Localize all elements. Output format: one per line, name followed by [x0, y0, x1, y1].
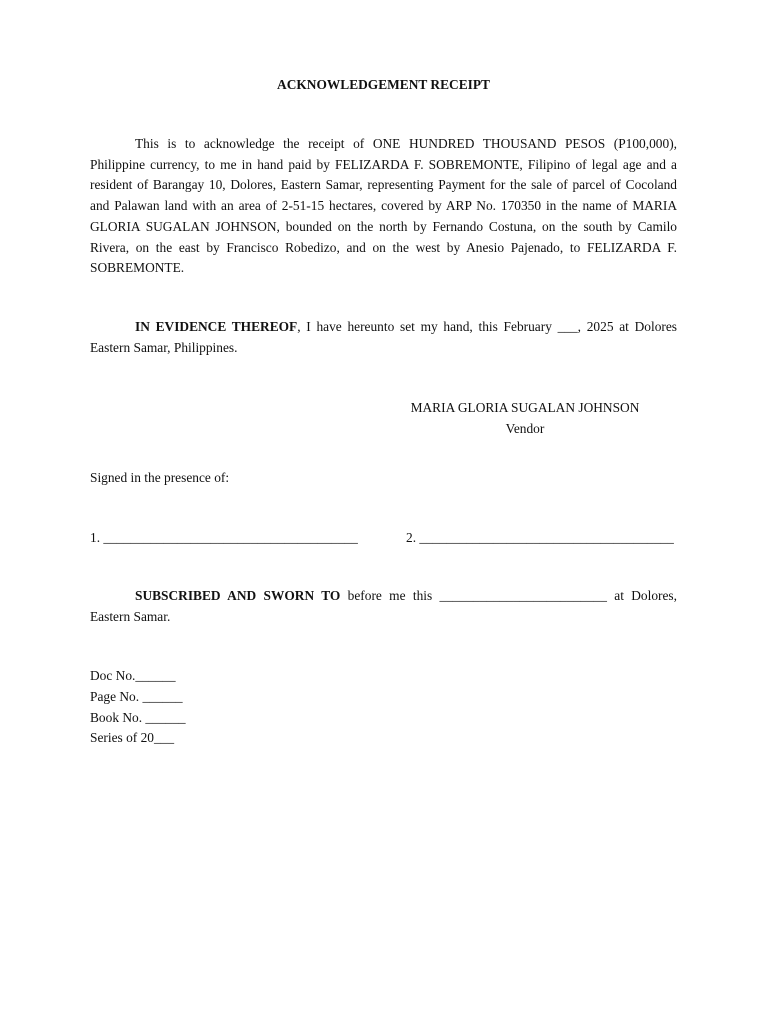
sworn-text: before me this _________________________ at Dolores, Eastern Samar. — [90, 588, 677, 624]
receipt-paragraph-text: This is to acknowledge the receipt of ONE HUNDRED THOUSAND PESOS (P100,000), Philippine currency, to me in hand paid by FELIZARDA F. SOBREMONTE, Filipino of legal age and a resident of Barangay 10, Dolores, Eastern Samar, representing Payment for the sale of parcel of Cocoland and Palawan land with an area of 2-51-15 hectares, covered by ARP No. 170350 in the name of MARIA GLORIA SUGALAN JOHNSON, bounded on the north by Fernando Costuna, on the south by Camilo Rivera, on the east by Francisco Robedizo, and on the west by Anesio Pajenado, to FELIZARDA F. SOBREMONTE. — [90, 136, 677, 276]
book-number: Book No. ______ — [90, 709, 186, 725]
signatory-role: Vendor — [505, 421, 545, 436]
series-year: Series of 20___ — [90, 730, 175, 746]
notarial-registry — [90, 666, 186, 749]
presence-label: Signed in the presence of: — [90, 470, 230, 485]
signatory-block — [406, 397, 644, 439]
doc-number: Doc No.______ — [90, 668, 176, 683]
witness-line-2: 2. ______________________________________ — [406, 530, 674, 545]
page-number: Page No. ______ — [90, 688, 183, 704]
sworn-lead: SUBSCRIBED AND SWORN TO — [135, 588, 341, 603]
signatory-name: MARIA GLORIA SUGALAN JOHNSON — [410, 400, 640, 415]
evidence-text: , I have hereunto set my hand, this February ___, 2025 at Dolores Eastern Samar, Philippines. — [90, 319, 677, 355]
document-title: ACKNOWLEDGEMENT RECEIPT — [277, 77, 490, 92]
sworn-paragraph — [90, 586, 677, 627]
evidence-paragraph — [90, 317, 677, 358]
receipt-paragraph — [90, 134, 677, 279]
evidence-lead: IN EVIDENCE THEREOF — [135, 319, 298, 334]
witness-line-1: 1. ______________________________________ — [90, 530, 358, 545]
